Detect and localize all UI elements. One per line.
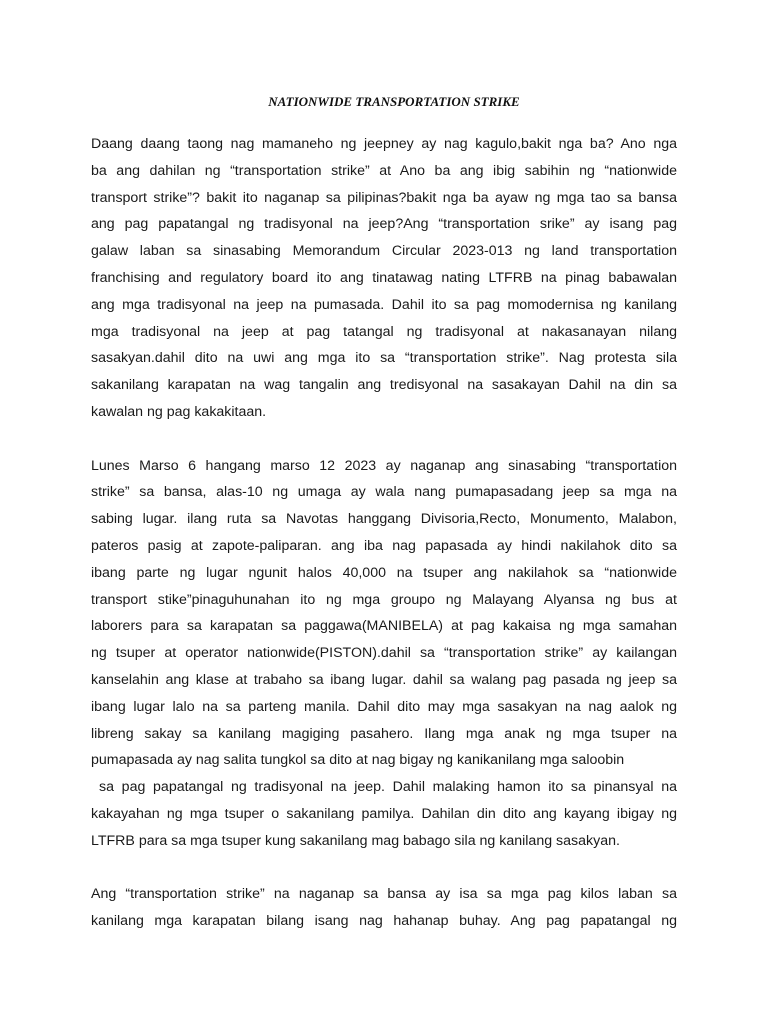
paragraph-1 xyxy=(91,135,677,430)
text-line: kawalan ng pag kakakitaan. xyxy=(91,403,267,420)
text-line: strike” sa bansa, alas-10 ng umaga ay wala nang pumapasadang jeep sa mga na xyxy=(91,484,677,501)
text-line: sa pag papatangal ng tradisyonal na jeep. Dahil malaking hamon ito sa pinansyal na xyxy=(99,779,677,796)
text-line: mga tradisyonal na jeep at pag tatangal ng tradisyonal at nakasanayan nilang xyxy=(91,323,677,340)
text-line: ibang lugar lalo na sa parteng manila. Dahil dito may mga sasakyan na nag aalok ng xyxy=(91,698,677,715)
text-line: pumapasada ay nag salita tungkol sa dito at nag bigay ng kanikanilang mga saloobin xyxy=(91,752,625,769)
text-line: kakayahan ng mga tsuper o sakanilang pamilya. Dahilan din dito ang kayang ibigay ng xyxy=(91,805,677,822)
text-line: transport strike”? bakit ito naganap sa pilipinas?bakit nga ba ayaw ng mga tao sa bansa xyxy=(91,189,677,206)
paragraph-2 xyxy=(91,457,677,859)
text-line: pateros pasig at zapote-paliparan. ang iba nag papasada ay hindi nakilahok dito sa xyxy=(91,537,677,554)
text-line: sakanilang karapatan na wag tangalin ang tredisyonal na sasakayan Dahil na din sa xyxy=(91,377,677,394)
text-line: kanselahin ang klase at trabaho sa ibang lugar. dahil sa walang pag pasada ng jeep sa xyxy=(91,671,677,688)
document-body xyxy=(91,135,677,966)
text-line: sabing lugar. ilang ruta sa Navotas hanggang Divisoria,Recto, Monumento, Malabon, xyxy=(91,511,677,528)
text-line: Daang daang taong nag mamaneho ng jeepney ay nag kagulo,bakit nga ba? Ano nga xyxy=(91,136,677,152)
text-line: ibang parte ng lugar ngunit halos 40,000 na tsuper ang nakilahok sa “nationwide xyxy=(91,564,677,581)
text-line: sasakyan.dahil dito na uwi ang mga ito sa “transportation strike”. Nag protesta sila xyxy=(91,350,677,367)
text-line: franchising and regulatory board ito ang tinatawag nating LTFRB na pinag babawalan xyxy=(91,269,677,286)
text-line: ba ang dahilan ng “transportation strike” at Ano ba ang ibig sabihin ng “nationwide xyxy=(91,162,677,179)
paragraph-3 xyxy=(91,885,677,939)
text-line: galaw laban sa sinasabing Memorandum Circular 2023-013 ng land transportation xyxy=(91,243,677,260)
text-line: ng tsuper at operator nationwide(PISTON).dahil sa “transportation strike” ay kailangan xyxy=(91,645,677,662)
text-line: libreng sakay sa kanilang magiging pasahero. Ilang mga anak ng mga tsuper na xyxy=(91,725,677,742)
text-line: Ang “transportation strike” na naganap sa bansa ay isa sa mga pag kilos laban sa xyxy=(91,886,677,903)
text-line: ang mga tradisyonal na jeep na pumasada. Dahil ito sa pag momodernisa ng kanilang xyxy=(91,296,677,313)
text-line: Lunes Marso 6 hangang marso 12 2023 ay naganap ang sinasabing “transportation xyxy=(91,457,677,474)
text-line: transport stike”pinaguhunahan ito ng mga groupo ng Malayang Alyansa ng bus at xyxy=(91,591,677,608)
text-line: kanilang mga karapatan bilang isang nag hahanap buhay. Ang pag papatangal ng xyxy=(91,913,677,930)
text-line: ang pag papatangal ng tradisyonal na jeep?Ang “transportation srike” ay isang pag xyxy=(91,216,677,233)
document-title: NATIONWIDE TRANSPORTATION STRIKE xyxy=(268,94,520,109)
text-line: laborers para sa karapatan sa paggawa(MANIBELA) at pag kakaisa ng mga samahan xyxy=(91,618,677,635)
text-line: LTFRB para sa mga tsuper kung sakanilang mag babago sila ng kanilang sasakyan. xyxy=(91,832,620,849)
